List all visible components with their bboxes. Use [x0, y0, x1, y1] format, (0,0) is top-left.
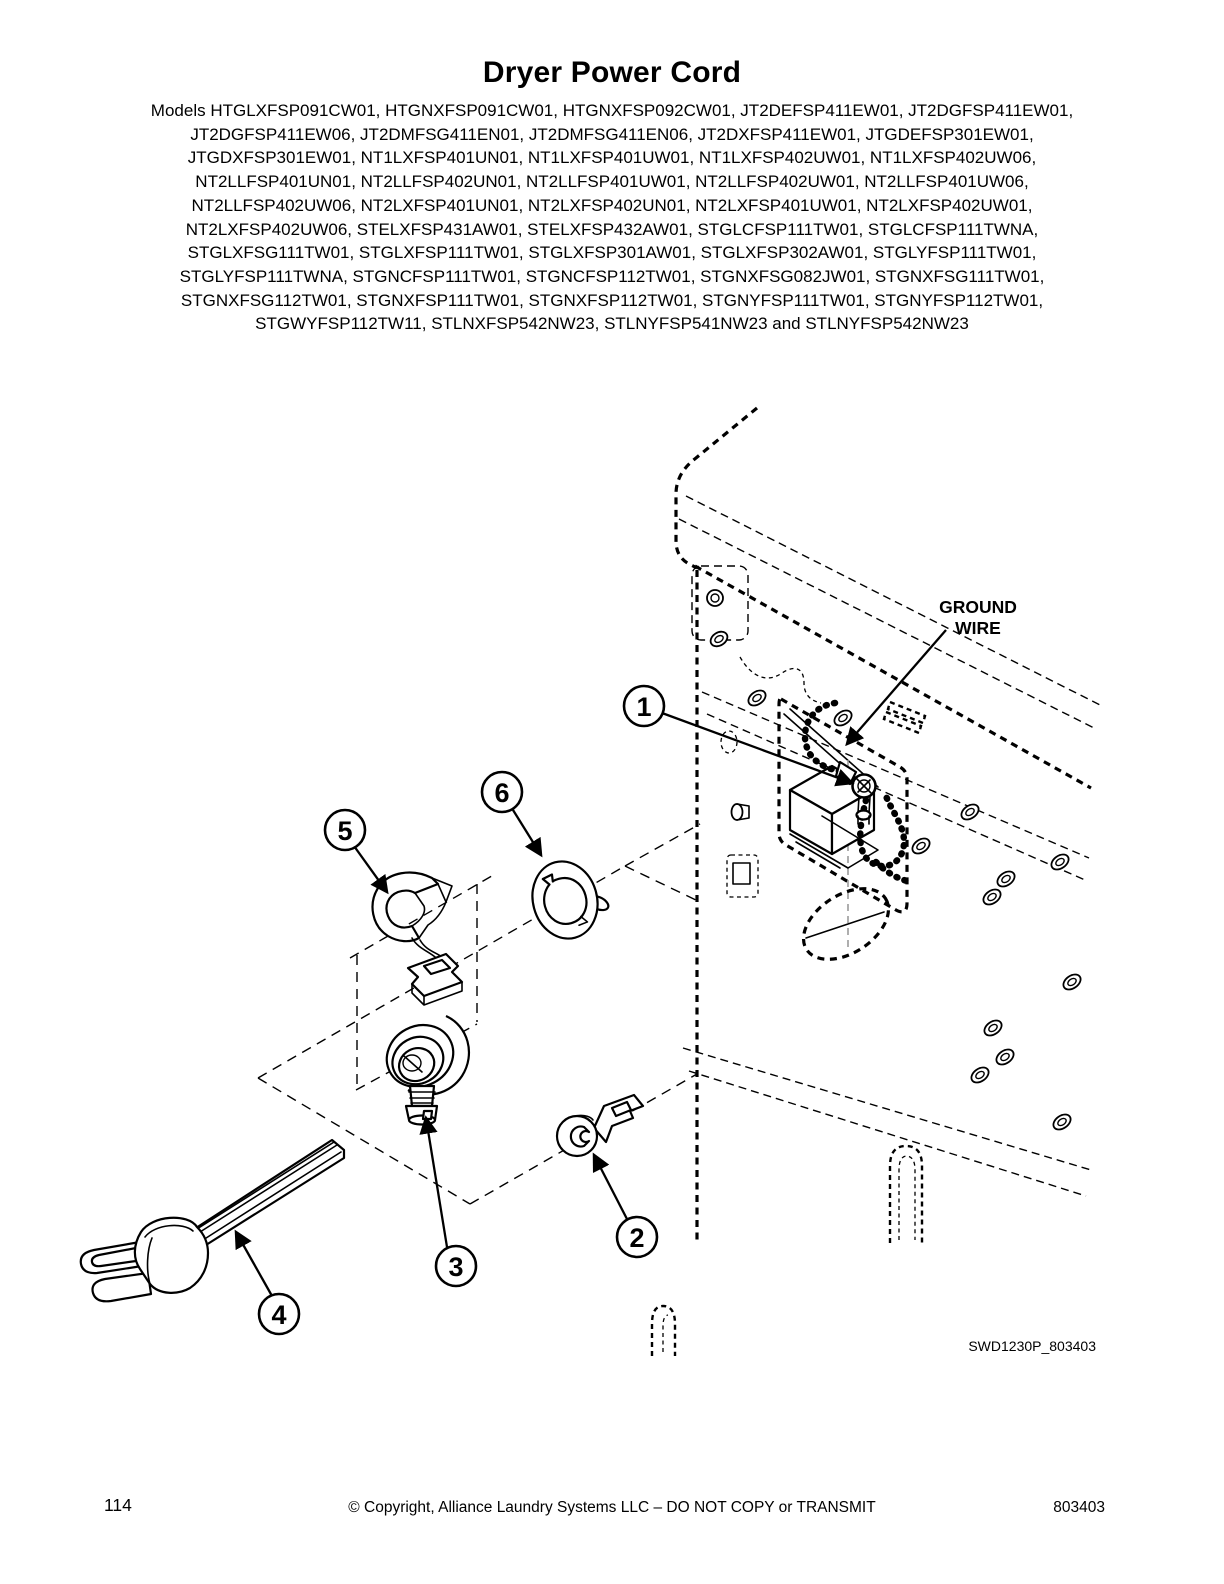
callout-5 — [325, 810, 365, 850]
arrow-to-retainer-ring — [513, 810, 541, 855]
model-list-line: STGLYFSP111TWNA, STGNCFSP111TW01, STGNCFSP112TW01, STGNXFSG082JW01, STGNXFSG111TW01, — [179, 266, 1045, 286]
model-list-line: Models HTGLXFSP091CW01, HTGNXFSP091CW01, HTGNXFSP092CW01, JT2DEFSP411EW01, JT2DGFSP411EW01, — [150, 101, 1074, 120]
model-list-line: JTGDXFSP301EW01, NT1LXFSP401UN01, NT1LXFSP401UW01, NT1LXFSP402UW01, NT1LXFSP402UW06, — [187, 148, 1037, 168]
callout-4-number: 4 — [271, 1300, 287, 1330]
callout-2-number: 2 — [629, 1223, 645, 1253]
ground-wire-label-line1: GROUND — [939, 597, 1017, 617]
callout-3-number: 3 — [448, 1252, 464, 1282]
document-number: 803403 — [1053, 1499, 1105, 1516]
arrow-ground-wire-label — [847, 630, 946, 744]
model-list-line: STGLXFSG111TW01, STGLXFSP111TW01, STGLXFSP301AW01, STGLXFSP302AW01, STGLYFSP111TW01, — [187, 243, 1037, 263]
callout-1 — [624, 686, 664, 726]
callout-5-number: 5 — [337, 816, 353, 846]
copyright-notice: © Copyright, Alliance Laundry Systems LLC – DO NOT COPY or TRANSMIT — [348, 1499, 876, 1516]
panel-holes — [746, 687, 1084, 1132]
page-number: 114 — [104, 1495, 132, 1515]
model-list-line: JT2DGFSP411EW06, JT2DMFSG411EN01, JT2DMFSG411EN06, JT2DXFSP411EW01, JTGDEFSP301EW01, — [190, 124, 1034, 144]
callout-1-number: 1 — [636, 692, 652, 722]
dryer-cabinet-outline — [652, 408, 1102, 1356]
panel-nub — [732, 804, 750, 820]
callout-3 — [436, 1246, 476, 1286]
figure-caption: SWD1230P_803403 — [968, 1338, 1096, 1354]
callout-2 — [617, 1217, 657, 1257]
part-power-cord — [81, 1140, 344, 1301]
part-cord-clip — [557, 1095, 643, 1156]
arrow-to-strain-relief — [426, 1118, 447, 1247]
callout-arrows — [236, 630, 946, 1296]
arrow-to-power-cord — [236, 1232, 272, 1296]
page-title: Dryer Power Cord — [482, 56, 742, 89]
part-retainer-ring — [524, 854, 610, 946]
part-strain-relief — [376, 1014, 469, 1125]
model-list-line: NT2LLFSP401UN01, NT2LLFSP402UN01, NT2LLFSP401UW01, NT2LLFSP402UW01, NT2LLFSP401UW06, — [195, 172, 1029, 192]
callout-4 — [259, 1294, 299, 1334]
arrow-to-cord-clamp — [354, 846, 387, 892]
model-list-line: STGWYFSP112TW11, STLNXFSP542NW23, STLNYFSP541NW23 and STLNYFSP542NW23 — [255, 314, 969, 334]
ground-wire-label — [939, 597, 1017, 638]
model-list-line: NT2LLFSP402UW06, NT2LXFSP401UN01, NT2LXFSP402UN01, NT2LXFSP401UW01, NT2LXFSP402UW01, — [191, 195, 1033, 215]
callout-6 — [482, 772, 522, 812]
panel-oblong-slot — [890, 1146, 922, 1243]
ground-wire-label-line2: WIRE — [955, 618, 1001, 638]
arrow-to-cord-clip — [594, 1155, 628, 1221]
model-list-line: STGNXFSG112TW01, STGNXFSP111TW01, STGNXFSP112TW01, STGNYFSP111TW01, STGNYFSP112TW01, — [180, 290, 1044, 310]
model-list-line: NT2LXFSP402UW06, STELXFSP431AW01, STELXFSP432AW01, STGLCFSP111TW01, STGLCFSP111TWNA, — [185, 219, 1039, 239]
callout-6-number: 6 — [494, 778, 510, 808]
terminal-access-opening — [779, 699, 912, 974]
